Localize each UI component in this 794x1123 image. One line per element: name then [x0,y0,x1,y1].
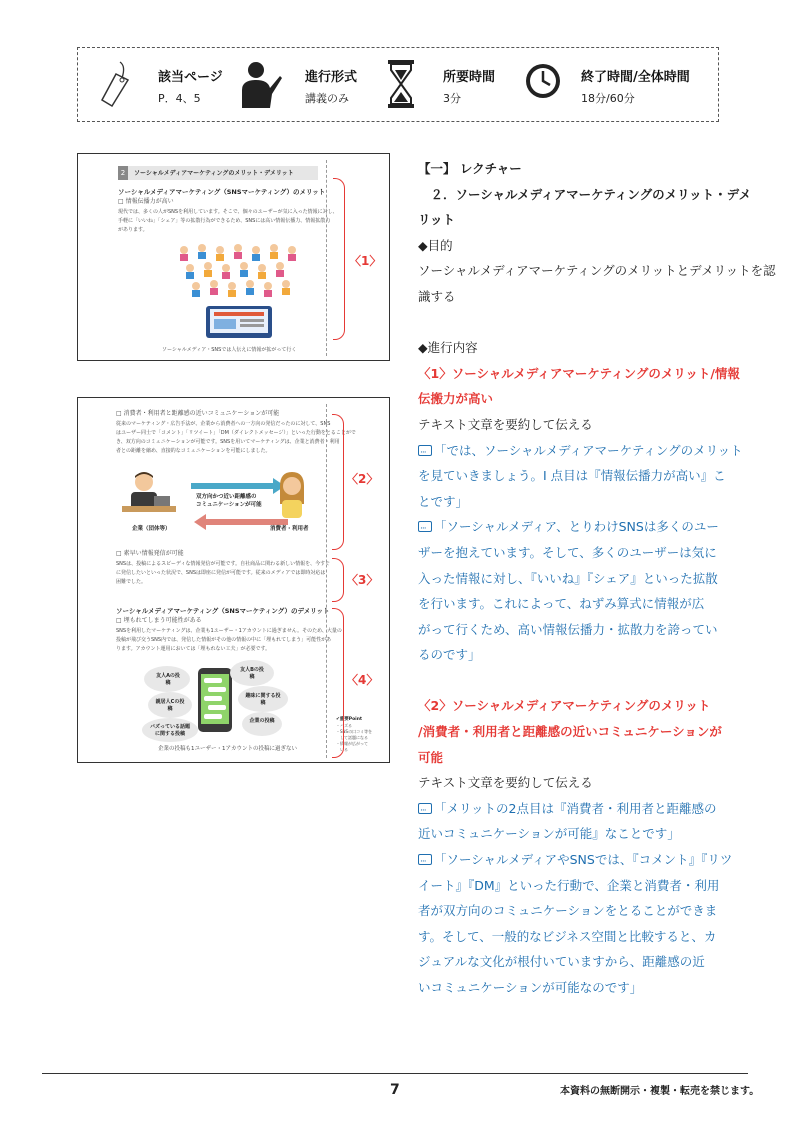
note-line: す。そして、一般的なビジネス空間と比較すると、カ [418,928,717,944]
footer-rule [42,1073,748,1074]
slide-heading: ソーシャルメディアマーケティング（SNSマーケティング）のメリット [118,188,326,196]
bracket-3 [332,558,344,602]
note-line: ジュアルな文化が根付いていますから、距離感の近 [418,954,705,970]
speech-bubble-icon [418,854,432,865]
bracket-1 [333,178,345,340]
note-line: るのです」 [418,647,481,663]
note-line: を行います。これによって、ねずみ算式に情報が広 [418,596,705,612]
note-line: 伝搬力が高い [418,391,494,407]
slide-caption: ソーシャルメディア・SNSでは人伝えに情報が拡がって行く [162,347,297,353]
note-line: ···「ソーシャルメディアやSNSでは、『コメント』『リツ [418,847,728,873]
note-line: いコミュニケーションが可能なのです」 [418,980,643,995]
lecturer-icon [238,58,282,112]
format-label: 進行形式 [305,70,358,85]
note-line: テキスト文章を要約して伝える [418,416,593,432]
clock-icon [524,62,562,100]
note-line: 者が双方向のコミュニケーションをとることができま [418,903,718,919]
note-line: ２．ソーシャルメディアマーケティングのメリット・デメ [418,186,752,202]
speech-bubble-icon [418,445,432,456]
page-number: 7 [390,1082,400,1098]
bracket-2 [332,414,344,550]
note-line: 近いコミュニケーションが可能』なことです」 [418,826,680,842]
lesson-info-box [77,47,719,122]
note-line: ◆進行内容 [418,340,478,356]
copyright-notice: 本資料の無断開示・複製・転売を禁じます。 [560,1086,760,1097]
businessman-illustration [122,470,176,520]
note-line: とです」 [418,493,469,509]
consumer-illustration [274,470,310,520]
lecture-notes [418,156,776,1001]
bracket-label-3: 〈3〉 [346,573,379,587]
note-line: がって行くため、高い情報伝播力・拡散力を誇ってい [418,621,718,637]
bracket-label-4: 〈4〉 [346,673,379,687]
slide-sub: □ 情報伝播力が高い [118,198,174,205]
note-line: 識する [418,288,456,304]
note-line: ◆目的 [418,237,453,253]
note-line: 可能 [418,749,444,765]
slide-caption-2: 企業の投稿も1ユーザー・1アカウントの投稿に過ぎない [158,746,297,752]
crowd-illustration [174,240,304,340]
slide-thumbnail-1: 2 ソーシャルメディアマーケティングのメリット・デメリット ソーシャルメディアマーケティング（SNSマーケティング）のメリット □ 情報伝播力が高い 現代では、多くの人がSNSを利用しています。そこで、個々のユーザーが気に入った情報に対し、 手軽に「いいね」「シェア」等の拡散行為ができるため、SNSには高い情報伝播力、情報拡散力 があります。 ソーシャルメディア・SNSでは人伝えに情報が拡がって行く 〈1〉 [77,153,390,361]
bracket-label-2: 〈2〉 [346,472,379,486]
spacer [418,668,728,694]
speech-bubble-icon [418,521,432,532]
page-ref-value: P．4、5 [158,92,201,105]
note-line: ···「ソーシャルメディア、とりわけSNSは多くのユー [418,514,728,540]
arrow-right [191,483,273,489]
note-line: ···「では、ソーシャルメディアマーケティングのメリット [418,438,728,464]
note-line: 〈1〉ソーシャルメディアマーケティングのメリット/情報 [418,365,740,381]
note-line: ···「メリットの2点目は『消費者・利用者と距離感の [418,796,728,822]
page-ref-label: 該当ページ [158,70,223,85]
note-line: リット [418,212,456,228]
phone-illustration [196,666,234,734]
speech-bubble-icon [418,803,432,814]
note-line: ザーを抱えています。そして、多くのユーザーは気に [418,544,717,560]
spacer [418,310,728,336]
note-line: を見ていきましょう。I 点目は『情報伝播力が高い』こ [418,468,726,484]
bubble-company [242,712,282,736]
note-line: 【一】 レクチャー [418,161,522,176]
note-line: 入った情報に対し、『いいね』『シェア』といった拡散 [418,570,718,586]
format-value: 講義のみ [305,92,349,105]
tag-icon [96,60,136,110]
note-line: テキスト文章を要約して伝える [418,775,593,791]
note-line: ソーシャルメディアマーケティングのメリットとデメリットを認 [418,263,776,279]
bracket-label-1: 〈1〉 [349,254,382,268]
note-line: /消費者・利用者と距離感の近いコミュニケーションが [418,724,722,740]
slide-title: ソーシャルメディアマーケティングのメリット・デメリット [134,170,294,177]
note-line: 〈2〉ソーシャルメディアマーケティングのメリット [418,698,711,714]
note-line: イート』『DM』といった行動で、企業と消費者・利用 [418,877,720,893]
end-time-value: 18分/60分 [581,92,635,105]
duration-label: 所要時間 [443,70,496,85]
slide-thumbnail-2: □ 消費者・利用者と距離感の近いコミュニケーションが可能 従来のマーケティング・広告手法が、企業から消費者への一方向の発信だったのに対して、SNS はユーザー同士で「コメント」「リツイート」「DM（ダイレクトメッセージ）」といった行動をとることがで き、双方向のコミュニケーションが可能です。SNSを用いてマーケティングは、企業と消費者・利用 者との距離を縮め、直接的なコミュニケーションを可能にしました。 双方向かつ近い距離感の コミュニケーションが可能 企業（団体等） 消費者・利用者 □ 素早い情報発信が可能 SNSは、投稿によるスピーディな情報発信が可能です。自社商品に関わる新しい情報を、今すぐ に発信したいといった状況で、SNSは即座に発信が可能です。従来のメディアでは即時対応は 困難でした。 ソーシャルメディアマーケティング（SNSマーケティング）のデメリット □ 埋もれてしまう可能性がある SNSを利用したマーケティングは、企業も1ユーザー・1アカウントに過ぎません。そのため、大量の 投稿が飛び交うSNS内では、発信した情報がその他の情報の中に「埋もれてしまう」可能性があ ります。アカウント運用においては「埋もれない工夫」が必要です。 友人Aの投稿 友人Bの投稿 趣味に関する投稿 親居人Cの投稿 企業の投稿 バズっている話題に関する投稿 企業の投稿も1ユーザー・1アカウントの投稿に過ぎない ✔重要Point ・バズる ・SNSの口コミ等を して話題になる ・情報が広がって いる 〈2〉 〈3〉 〈4〉 [77,397,390,763]
hourglass-icon [386,58,416,112]
end-time-label: 終了時間/全体時間 [581,70,690,85]
consumer-label: 消費者・利用者 [270,526,309,532]
company-label: 企業（団体等） [132,526,171,532]
bracket-4 [332,608,344,758]
duration-value: 3分 [443,92,461,105]
slide-number: 2 [118,166,128,180]
